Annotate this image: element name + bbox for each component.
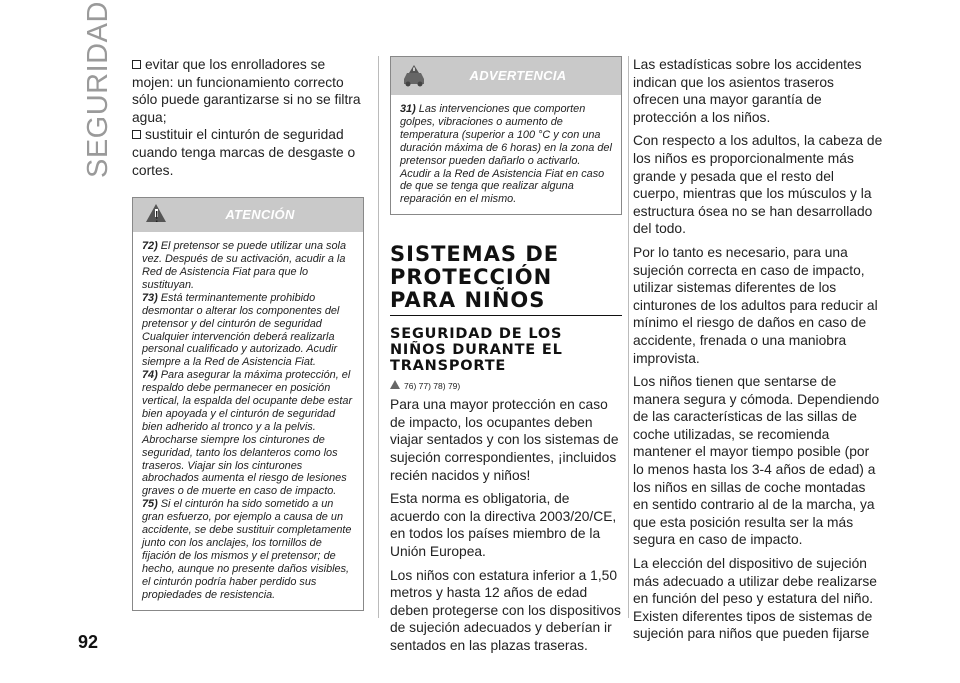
warning-item: 72) El pretensor se puede utilizar una sola vez. Después de su activación, acudir a la Red de Asistencia Fiat para que lo sustituyan. [142,240,347,291]
body-paragraph: Para una mayor protección en caso de impacto, los ocupantes deben viajar sentados y con los sistemas de sujeción correspondientes, ¡incluidos recién nacidos y niños! [390,397,619,483]
body-paragraph: Los niños con estatura inferior a 1,50 metros y hasta 12 años de edad deben protegerse con los dispositivos de sujeción adecuados y deberían ir sentados en las plazas traseras. [390,567,621,653]
warning-item: 74) Para asegurar la máxima protección, el respaldo debe permanecer en posición vertical, la espalda del ocupante debe estar bien apoyada y el cinturón de seguridad bien adherido al tronco y a la pelvis. Abrocharse siempre los cinturones de seguridad, tanto los delanteros como los traseros. Viajar sin los cinturones abrochados aumenta el riesgo de lesiones graves o de muerte en caso de impacto. [142,369,353,498]
section-title: SISTEMAS DE PROTECCIÓN PARA NIÑOS [390,243,622,316]
warning-title: ADVERTENCIA [469,68,567,83]
column-divider [628,56,629,618]
body-paragraph: Con respecto a los adultos, la cabeza de los niños es proporcionalmente más grande y pesada que el resto del cuerpo, mientras que los músculos y la estructura ósea no se han desarrollado del todo. [633,133,883,237]
warning-body [133,232,363,609]
warning-title: ATENCIÓN [225,207,295,223]
column-2 [390,56,622,661]
warning-item: 75) Si el cinturón ha sido sometido a un gran esfuerzo, por ejemplo a causa de un accidente, se debe sustituir completamente junto con los anclajes, los tornillos de fijación de los mismos y el pretensor; de hecho, aunque no presente daños visibles, el cinturón podría haber perdido sus propiedades de resistencia. [142,498,352,601]
warning-item: 31) Las intervenciones que comporten golpes, vibraciones o aumento de temperatura (superior a 100 °C y con una duración máxima de 6 horas) en la zona del pretensor pueden dañarlo o activarlo. Acudir a la Red de Asistencia Fiat en caso de que se tenga que realizar alguna reparación en el mismo. [400,103,612,206]
section-side-label: SEGURIDAD [82,1,114,178]
warning-triangle-icon [390,380,400,389]
body-paragraph: Los niños tienen que sentarse de manera segura y cómoda. Dependiendo de las características de las sillas de coche utilizadas, se recomienda mantener el mayor tiempo posible (por lo menos hasta los 3-4 años de edad) a los niños en sillas de coche montadas en sentido contrario al de la marcha, ya que esta posición resulta ser la más segura en caso de impacto. [633,374,880,548]
warning-box-atencion [132,197,364,610]
body-paragraph: La elección del dispositivo de sujeción más adecuado a utilizar debe realizarse en función del peso y estatura del niño. Existen diferentes tipos de sistemas de sujeción para niños que pueden fijarse [633,556,877,642]
warning-item: 73) Está terminantemente prohibido desmontar o alterar los componentes del pretensor y del cinturón de seguridad Cualquier intervención deberá realizarla personal cualificado y autorizado. Acudir siempre a la Red de Asistencia Fiat. [142,291,340,369]
column-3 [633,56,883,649]
body-paragraph: Las estadísticas sobre los accidentes indican que los asientos traseros ofrecen una mayor garantía de protección a los niños. [633,57,862,125]
subsection-title: SEGURIDAD DE LOS NIÑOS DURANTE EL TRANSPORTE [390,326,563,375]
checkbox-bullet-icon [132,60,141,69]
body-paragraph: Por lo tanto es necesario, para una sujeción correcta en caso de impacto, utilizar sistemas diferentes de los cinturones de los adultos para reducir al mínimo el riesgo de daños en caso de accidente, frenada o una maniobra improvista. [633,244,878,366]
bullet-paragraph: evitar que los enrolladores se mojen: un funcionamiento correcto sólo puede garantizarse si no se filtra agua; [132,57,361,125]
warning-header [133,198,363,232]
warning-header [391,57,621,95]
warning-body [391,95,621,214]
warning-references: 76) 77) 78) 79) [390,380,622,391]
body-paragraph: Esta norma es obligatoria, de acuerdo con la directiva 2003/20/CE, en todos los países miembro de la Unión Europea. [390,491,617,559]
bullet-paragraph: sustituir el cinturón de seguridad cuando tenga marcas de desgaste o cortes. [132,127,356,178]
page-number: 92 [78,632,99,652]
column-divider [378,56,379,618]
checkbox-bullet-icon [132,130,141,139]
column-1 [132,56,364,611]
warning-triangle-icon: ! [146,204,166,222]
warning-box-advertencia [390,56,622,215]
